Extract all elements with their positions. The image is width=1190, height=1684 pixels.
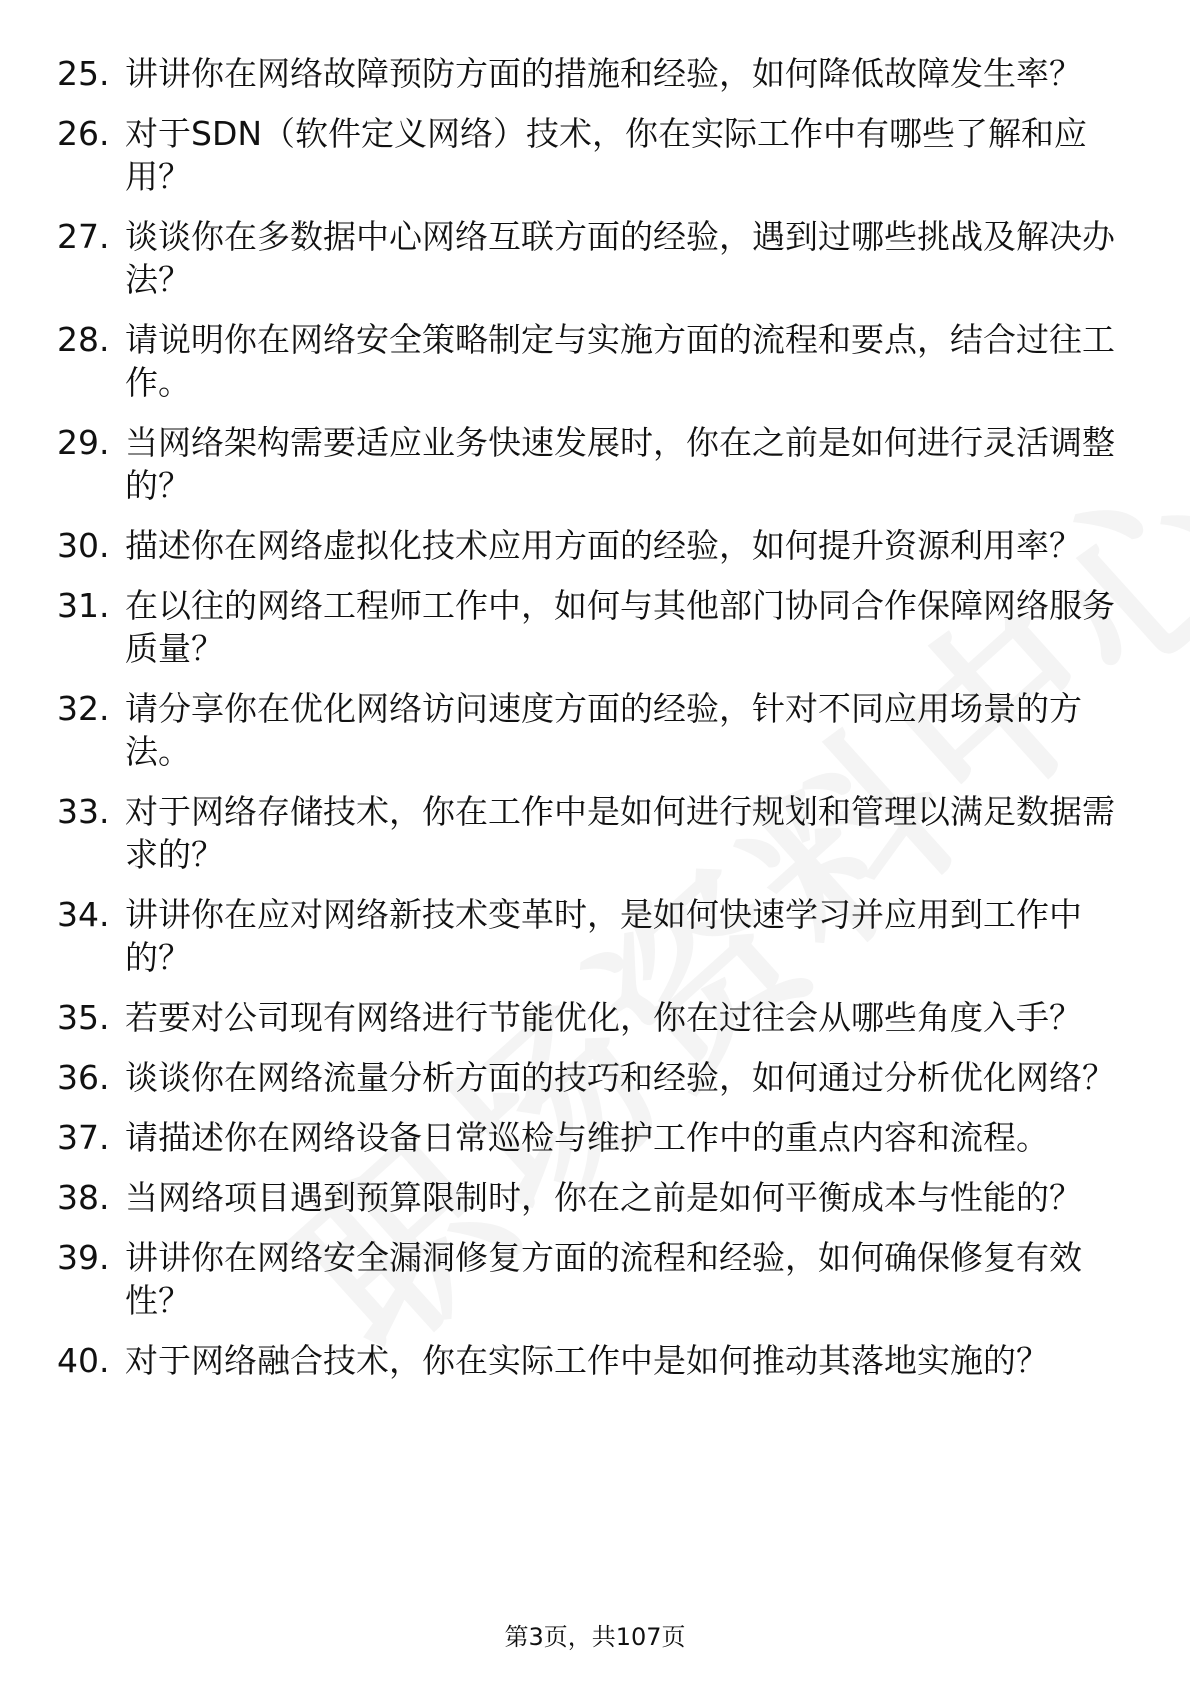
question-text: 当网络架构需要适应业务快速发展时，你在之前是如何进行灵活调整的？	[125, 423, 1115, 505]
question-text: 描述你在网络虚拟化技术应用方面的经验，如何提升资源利用率？	[125, 526, 1082, 565]
question-number: 39.	[57, 1238, 110, 1277]
question-item	[57, 1176, 1117, 1219]
question-text: 讲讲你在网络故障预防方面的措施和经验，如何降低故障发生率？	[125, 54, 1082, 93]
question-number: 28.	[57, 320, 110, 359]
question-number: 25.	[57, 54, 110, 93]
question-number: 29.	[57, 423, 110, 462]
question-number: 40.	[57, 1341, 110, 1380]
page-footer	[0, 1622, 1190, 1652]
question-text: 请说明你在网络安全策略制定与实施方面的流程和要点，结合过往工作。	[125, 320, 1115, 402]
question-number: 35.	[57, 998, 110, 1037]
question-item	[57, 421, 1117, 507]
question-text: 对于网络融合技术，你在实际工作中是如何推动其落地实施的？	[125, 1341, 1049, 1380]
question-text: 讲讲你在应对网络新技术变革时，是如何快速学习并应用到工作中的？	[125, 895, 1082, 977]
question-item	[57, 524, 1117, 567]
question-list	[57, 52, 1117, 1399]
question-number: 30.	[57, 526, 110, 565]
question-number: 37.	[57, 1118, 110, 1157]
question-text: 若要对公司现有网络进行节能优化，你在过往会从哪些角度入手？	[125, 998, 1082, 1037]
question-item	[57, 687, 1117, 773]
question-item	[57, 1339, 1117, 1382]
question-text: 讲讲你在网络安全漏洞修复方面的流程和经验，如何确保修复有效性？	[125, 1238, 1082, 1320]
question-item	[57, 1236, 1117, 1322]
question-item	[57, 52, 1117, 95]
question-number: 27.	[57, 217, 110, 256]
question-text: 当网络项目遇到预算限制时，你在之前是如何平衡成本与性能的？	[125, 1178, 1082, 1217]
question-text: 请分享你在优化网络访问速度方面的经验，针对不同应用场景的方法。	[125, 689, 1082, 771]
question-text: 在以往的网络工程师工作中，如何与其他部门协同合作保障网络服务质量？	[125, 586, 1115, 668]
question-item	[57, 790, 1117, 876]
question-number: 33.	[57, 792, 110, 831]
question-text: 对于SDN（软件定义网络）技术，你在实际工作中有哪些了解和应用？	[125, 114, 1088, 196]
question-item	[57, 215, 1117, 301]
page-number-label: 第3页，共107页	[504, 1623, 686, 1651]
question-number: 32.	[57, 689, 110, 728]
question-text: 请描述你在网络设备日常巡检与维护工作中的重点内容和流程。	[125, 1118, 1049, 1157]
question-number: 31.	[57, 586, 110, 625]
question-item	[57, 584, 1117, 670]
question-item	[57, 318, 1117, 404]
question-text: 谈谈你在多数据中心网络互联方面的经验，遇到过哪些挑战及解决办法？	[125, 217, 1115, 299]
question-item	[57, 893, 1117, 979]
question-text: 谈谈你在网络流量分析方面的技巧和经验，如何通过分析优化网络？	[125, 1058, 1115, 1097]
question-number: 38.	[57, 1178, 110, 1217]
question-item	[57, 996, 1117, 1039]
question-number: 34.	[57, 895, 110, 934]
question-item	[57, 1056, 1117, 1099]
question-item	[57, 1116, 1117, 1159]
question-text: 对于网络存储技术，你在工作中是如何进行规划和管理以满足数据需求的？	[125, 792, 1115, 874]
question-number: 26.	[57, 114, 110, 153]
question-number: 36.	[57, 1058, 110, 1097]
question-item	[57, 112, 1117, 198]
